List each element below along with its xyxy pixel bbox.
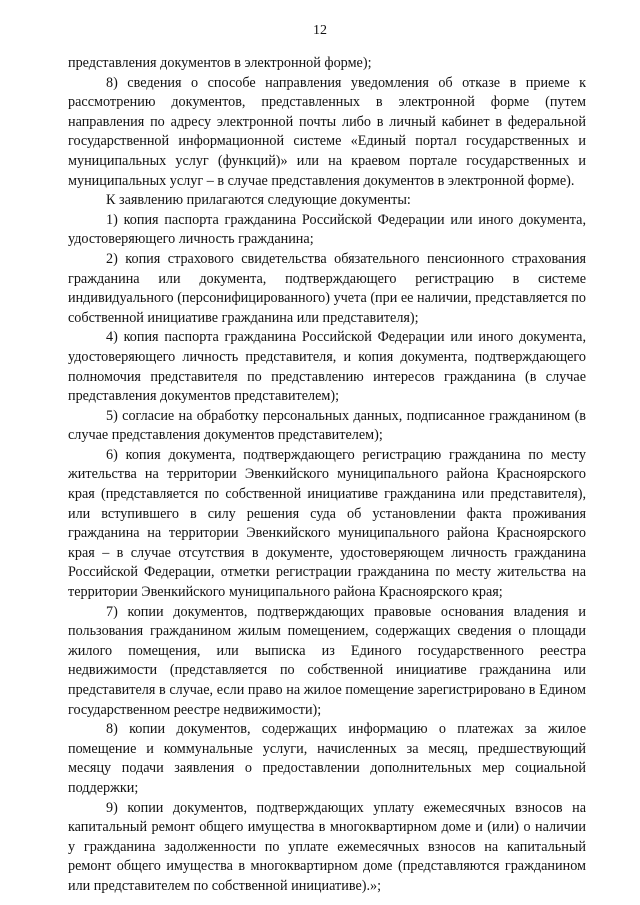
paragraph-continuation: представления документов в электронной форме); xyxy=(68,55,372,71)
paragraph-attachment-7: 7) копии документов, подтверждающих правовые основания владения и пользования гражданином жилым помещением, содержащих сведения о площади жилого помещения, или выписка из Единого государственного реестра недвижимости (представляется по собственной инициативе гражданина или представителя в случае, если право на жилое помещение зарегистрировано в Едином государственном реестре недвижимости); xyxy=(68,603,586,718)
paragraph-attachment-8: 8) копии документов, содержащих информацию о платежах за жилое помещение и коммунальные услуги, начисленных за месяц, предшествующий месяцу подачи заявления о предоставлении дополнительных мер социальной поддержки; xyxy=(68,721,586,796)
paragraph-attachment-9: 9) копии документов, подтверждающих уплату ежемесячных взносов на капитальный ремонт общего имущества в многоквартирном доме и (или) о наличии у гражданина задолженности по уплате ежемесячных взносов на капитальный ремонт общего имущества в многоквартирном доме (представляются гражданином или представителем по собственной инициативе).»; xyxy=(68,799,586,894)
paragraph-attachment-6: 6) копия документа, подтверждающего регистрацию гражданина по месту жительства на территории Эвенкийского муниципального района Красноярского края (представляется по собственной инициативе гражданина или представителя), или вступившего в силу решения суда об установлении факта проживания гражданина на территории Эвенкийского муниципального района Красноярского края – в случае отсутствия в документе, удостоверяющем личность гражданина Российской Федерации, отметки регистрации гражданина по месту жительства на территории Эвенкийского муниципального района Красноярского края; xyxy=(68,446,586,601)
paragraph-attachment-1: 1) копия паспорта гражданина Российской Федерации или иного документа, удостоверяющего личность гражданина; xyxy=(68,211,586,248)
paragraph-attachment-2: 2) копия страхового свидетельства обязательного пенсионного страхования гражданина или документа, подтверждающего регистрацию в системе индивидуального (персонифицированного) учета (при ее наличии, представляется по собственной инициативе гражданина или представителя); xyxy=(68,250,586,326)
page-number: 12 xyxy=(313,23,327,38)
paragraph-item-8-notification-method: 8) сведения о способе направления уведомления об отказе в приеме к рассмотрению документов, представленных в электронной форме (путем направления по адресу электронной почты либо в личный кабинет в федеральной государственной информационной системе «Единый портал государственных и муниципальных услуг (функций)» или на краевом портале государственных и муниципальных услуг – в случае представления документов в электронной форме). xyxy=(68,74,586,189)
paragraph-attachments-intro: К заявлению прилагаются следующие документы: xyxy=(106,192,411,209)
paragraph-attachment-5: 5) согласие на обработку персональных данных, подписанное гражданином (в случае представления документов представителем); xyxy=(68,407,586,444)
paragraph-attachment-4: 4) копия паспорта гражданина Российской Федерации или иного документа, удостоверяющего личность представителя, и копия документа, подтверждающего полномочия представителя по представлению интересов гражданина (в случае представления документов представителем); xyxy=(68,329,586,405)
document-body xyxy=(68,54,586,897)
